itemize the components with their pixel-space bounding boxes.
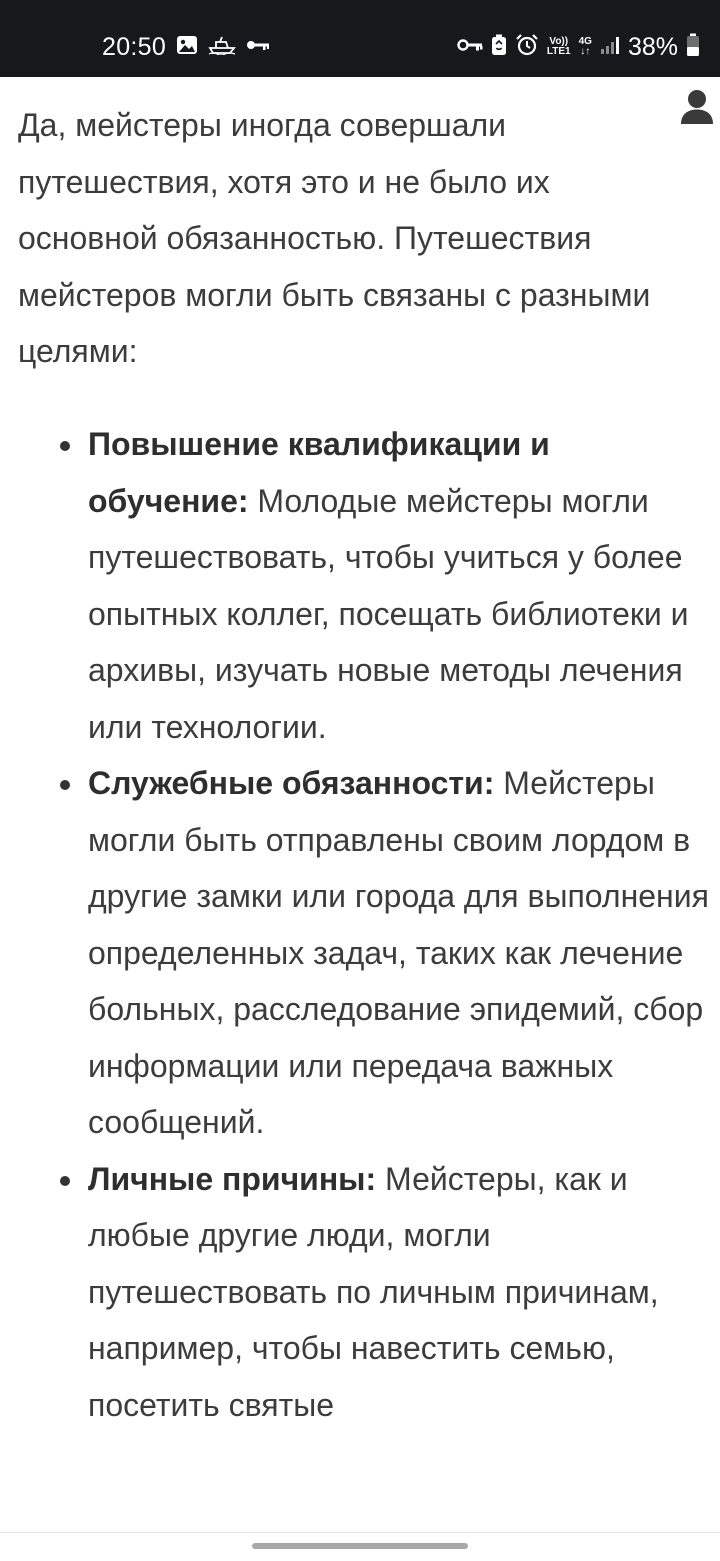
- reasons-list: [88, 416, 713, 1433]
- signal-icon: [600, 35, 620, 60]
- list-item-title: Личные причины:: [88, 1160, 377, 1197]
- list-item-text: Мейстеры могли быть отправлены своим лордом в другие замки или города для выполнения определенных задач, таких как лечение больных, расследование эпидемий, сбор информации или передача важных сообщений.: [88, 765, 709, 1140]
- recycle-battery-icon: [491, 34, 507, 61]
- list-item: [88, 416, 713, 755]
- list-item-title: Служебные обязанности:: [88, 765, 495, 801]
- vpn-key-icon: [457, 37, 483, 58]
- home-gesture-handle[interactable]: [252, 1543, 468, 1549]
- network-4g-icon: [579, 37, 592, 57]
- alarm-icon: [515, 33, 539, 62]
- status-time: 20:50: [102, 32, 167, 61]
- gallery-icon: [176, 35, 198, 60]
- chat-response[interactable]: [0, 77, 720, 1532]
- volte-label-top: Vo)): [549, 36, 569, 47]
- status-bar: [0, 0, 720, 77]
- intro-paragraph: Да, мейстеры иногда совершали путешествия, хотя это и не было их основной обязанностью. Путешествия мейстеров могли быть связаны с разными целями:: [18, 107, 651, 369]
- navigation-bar: [0, 1532, 720, 1561]
- battery-icon: [686, 33, 700, 62]
- status-right: [457, 30, 700, 64]
- list-item-text: Мейстеры, как и любые другие люди, могли путешествовать по личным причинам, например, чтобы навестить семью, посетить святые: [88, 1160, 659, 1423]
- list-item-text: Молодые мейстеры могли путешествовать, чтобы учиться у более опытных коллег, посещать библиотеки и архивы, изучать новые методы лечения или технологии.: [88, 482, 689, 745]
- battery-percentage: 38%: [627, 32, 678, 61]
- ship-icon: [208, 35, 236, 60]
- volte-icon: [547, 37, 571, 57]
- key-icon: [246, 38, 270, 57]
- network-type-label: 4G: [578, 36, 592, 47]
- status-left: [102, 30, 270, 64]
- list-item: [88, 1151, 713, 1434]
- list-item: [88, 755, 713, 1151]
- data-activity-arrows: ↓↑: [580, 46, 591, 57]
- volte-label-bottom: LTE1: [546, 46, 571, 57]
- list-item-title: Повышение квалификации и обучение:: [88, 426, 550, 519]
